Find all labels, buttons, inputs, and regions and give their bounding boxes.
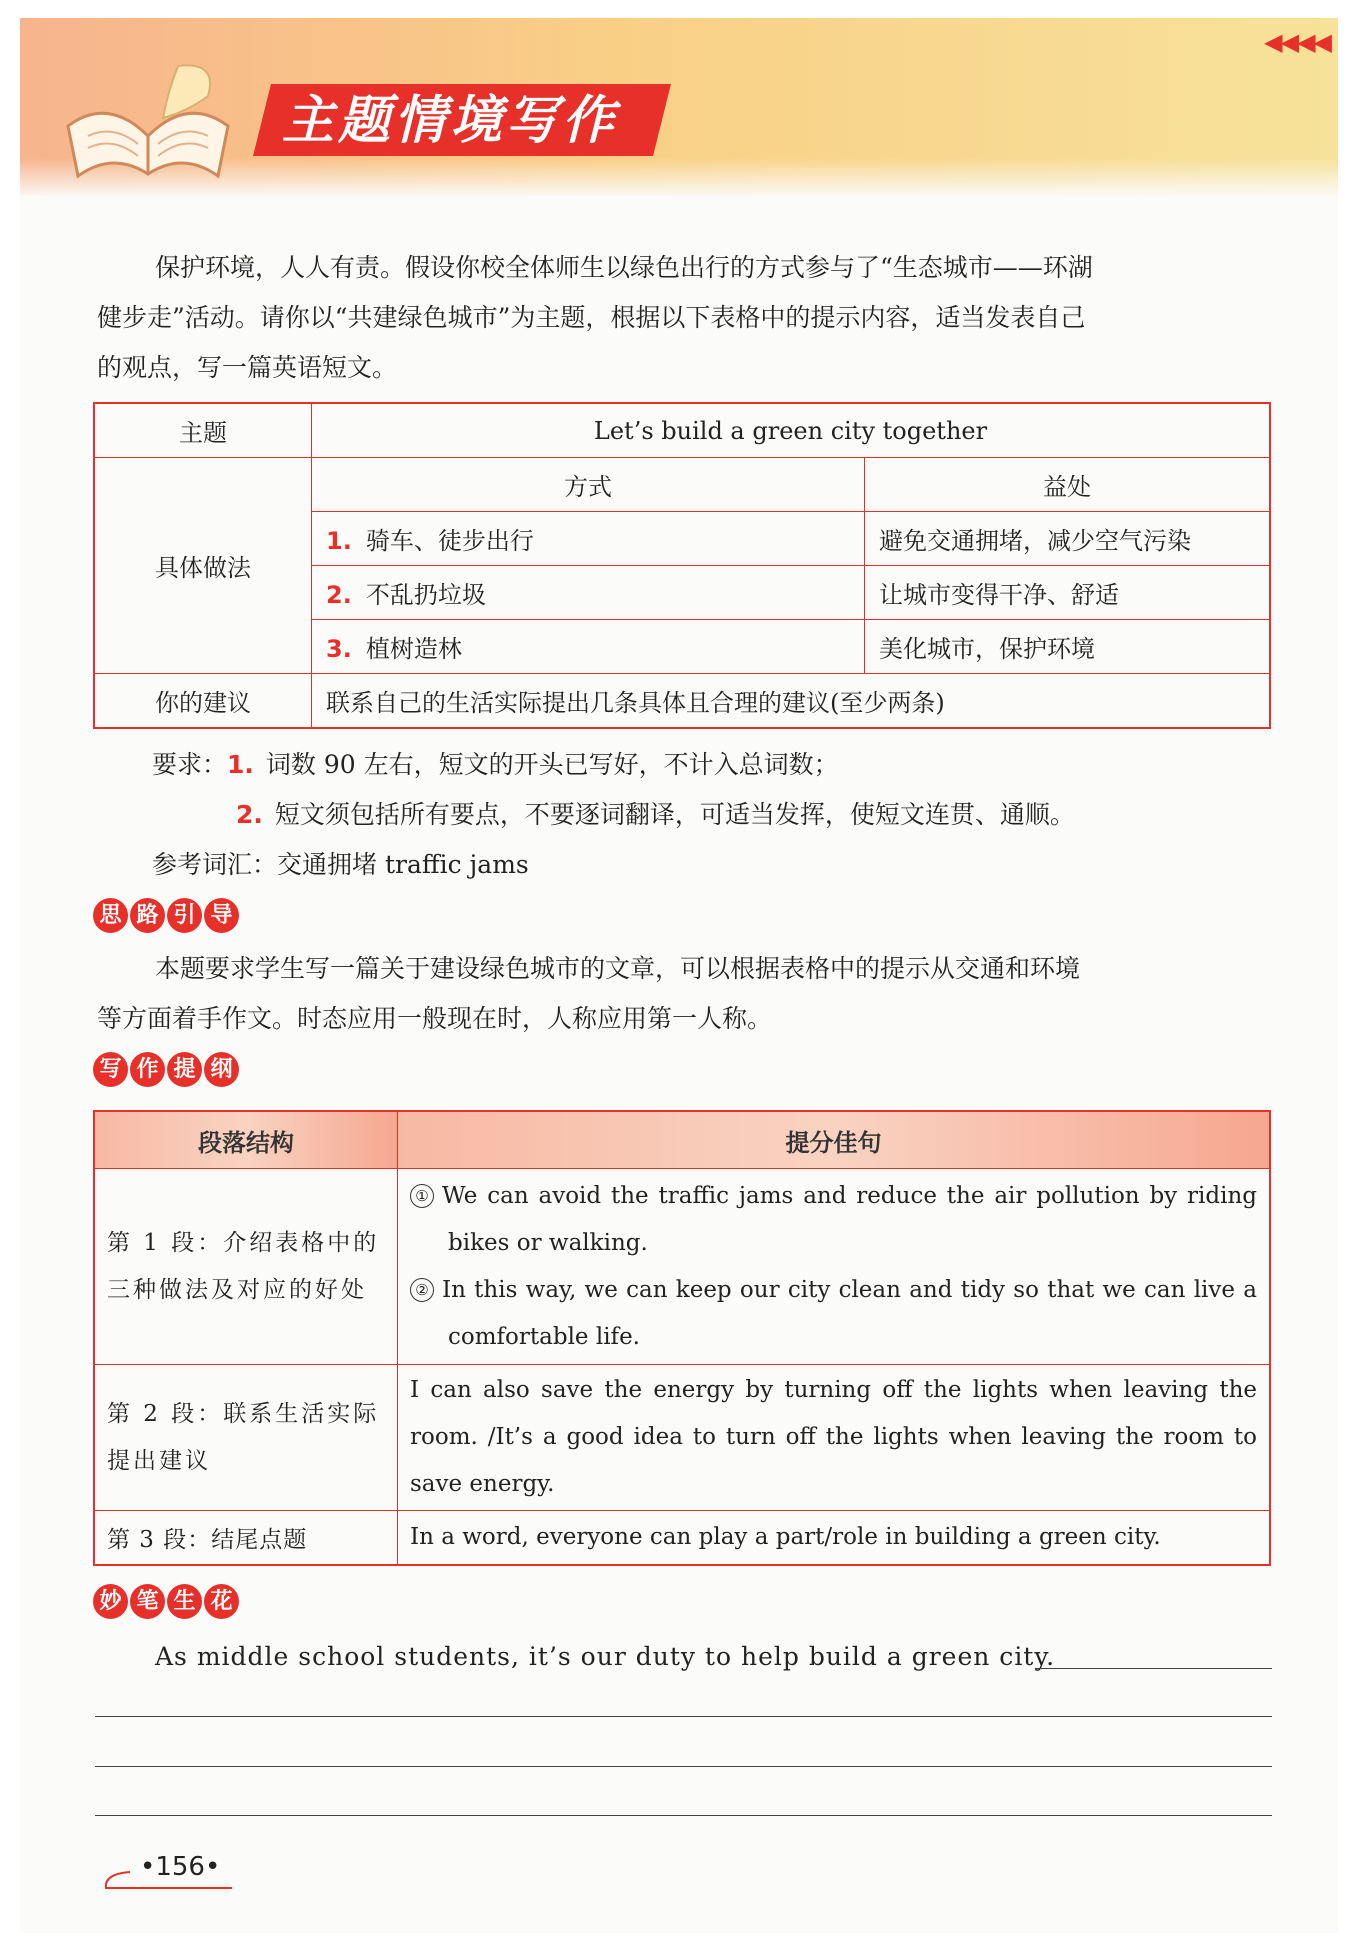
paragraph-structure: 第 3 段：结尾点题	[94, 1511, 398, 1565]
tag-char: 花	[204, 1584, 239, 1619]
method-cell	[312, 512, 865, 566]
guide-paragraph	[97, 944, 1272, 1044]
requirements	[152, 740, 839, 790]
tag-char: 提	[167, 1052, 202, 1087]
benefit-cell: 避免交通拥堵，减少空气污染	[865, 512, 1271, 566]
guide-line: 本题要求学生写一篇关于建设绿色城市的文章，可以根据表格中的提示从交通和环境	[155, 954, 1081, 983]
method-text: 不乱扔垃圾	[365, 581, 486, 609]
row-number: 3.	[326, 635, 352, 663]
advice-label: 你的建议	[94, 674, 312, 729]
requirements-2	[236, 790, 1075, 840]
section-tag-guide	[93, 898, 239, 936]
method-cell	[312, 620, 865, 674]
paragraph-structure: 第 1 段：介绍表格中的三种做法及对应的好处	[94, 1169, 398, 1365]
requirement-number: 2.	[236, 800, 263, 829]
tag-char: 导	[204, 898, 239, 933]
sentence-text: In this way, we can keep our city clean and tidy so that we can live a comfortable life.	[442, 1276, 1257, 1350]
topic-label: 主题	[94, 403, 312, 458]
answer-line[interactable]	[95, 1716, 1272, 1717]
outline-header-structure: 段落结构	[94, 1111, 398, 1169]
sentence-text: We can avoid the traffic jams and reduce the air pollution by riding bikes or walking.	[442, 1182, 1257, 1256]
page-number: •156•	[140, 1852, 221, 1882]
reference-vocabulary: 参考词汇：交通拥堵 traffic jams	[152, 850, 529, 879]
task-table	[93, 402, 1271, 729]
intro-line: 健步走”活动。请你以“共建绿色城市”为主题，根据以下表格中的提示内容，适当发表自己	[97, 303, 1086, 332]
arrow-decoration-icon: ◀◀◀◀	[1264, 28, 1330, 56]
sentence-text: In a word, everyone can play a part/role in building a green city.	[398, 1511, 1271, 1565]
practice-label: 具体做法	[94, 458, 312, 674]
requirement-item: 词数 90 左右，短文的开头已写好，不计入总词数；	[265, 750, 839, 779]
method-header: 方式	[312, 458, 865, 512]
sentence-item	[410, 1267, 1257, 1361]
method-text: 骑车、徒步出行	[365, 527, 534, 555]
answer-line[interactable]	[95, 1815, 1272, 1816]
table-row	[94, 1511, 1270, 1565]
answer-line[interactable]	[95, 1766, 1272, 1767]
requirement-number: 1.	[227, 750, 254, 779]
outline-table	[93, 1110, 1271, 1566]
benefit-header: 益处	[865, 458, 1271, 512]
tag-char: 写	[93, 1052, 128, 1087]
section-tag-outline	[93, 1052, 239, 1090]
requirement-item: 短文须包括所有要点，不要逐词翻译，可适当发挥，使短文连贯、通顺。	[274, 800, 1075, 829]
circled-one-icon: ①	[410, 1184, 434, 1208]
tag-char: 笔	[130, 1584, 165, 1619]
requirements-label: 要求：	[152, 750, 228, 779]
tag-char: 思	[93, 898, 128, 933]
table-row	[94, 1169, 1270, 1365]
writing-opening: As middle school students, it’s our duty to help build a green city.	[155, 1642, 1056, 1671]
tag-char: 路	[130, 898, 165, 933]
section-tag-writing	[93, 1584, 239, 1622]
row-number: 2.	[326, 581, 352, 609]
method-text: 植树造林	[365, 635, 462, 663]
tag-char: 引	[167, 898, 202, 933]
tag-char: 作	[130, 1052, 165, 1087]
row-number: 1.	[326, 527, 352, 555]
open-book-icon	[58, 56, 238, 186]
method-cell	[312, 566, 865, 620]
table-row	[94, 1365, 1270, 1511]
intro-line: 的观点，写一篇英语短文。	[97, 353, 398, 382]
tag-char: 纲	[204, 1052, 239, 1087]
topic-value: Let’s build a green city together	[312, 403, 1271, 458]
answer-line[interactable]	[1036, 1668, 1272, 1669]
outline-header-sentences: 提分佳句	[398, 1111, 1271, 1169]
intro-paragraph	[97, 243, 1272, 393]
benefit-cell: 美化城市，保护环境	[865, 620, 1271, 674]
paragraph-structure: 第 2 段：联系生活实际提出建议	[94, 1365, 398, 1511]
circled-two-icon: ②	[410, 1278, 434, 1302]
page-title: 主题情境写作	[282, 91, 619, 151]
advice-value: 联系自己的生活实际提出几条具体且合理的建议(至少两条)	[312, 674, 1271, 729]
benefit-cell: 让城市变得干净、舒适	[865, 566, 1271, 620]
intro-line: 保护环境，人人有责。假设你校全体师生以绿色出行的方式参与了“生态城市——环湖	[155, 253, 1093, 282]
guide-line: 等方面着手作文。时态应用一般现在时，人称应用第一人称。	[97, 1004, 773, 1033]
sentence-cell	[398, 1169, 1271, 1365]
sentence-item	[410, 1173, 1257, 1267]
sentence-text: I can also save the energy by turning off the lights when leaving the room. /It’s a good idea to turn off the lights when leaving the room to save energy.	[398, 1365, 1271, 1511]
tag-char: 生	[167, 1584, 202, 1619]
tag-char: 妙	[93, 1584, 128, 1619]
